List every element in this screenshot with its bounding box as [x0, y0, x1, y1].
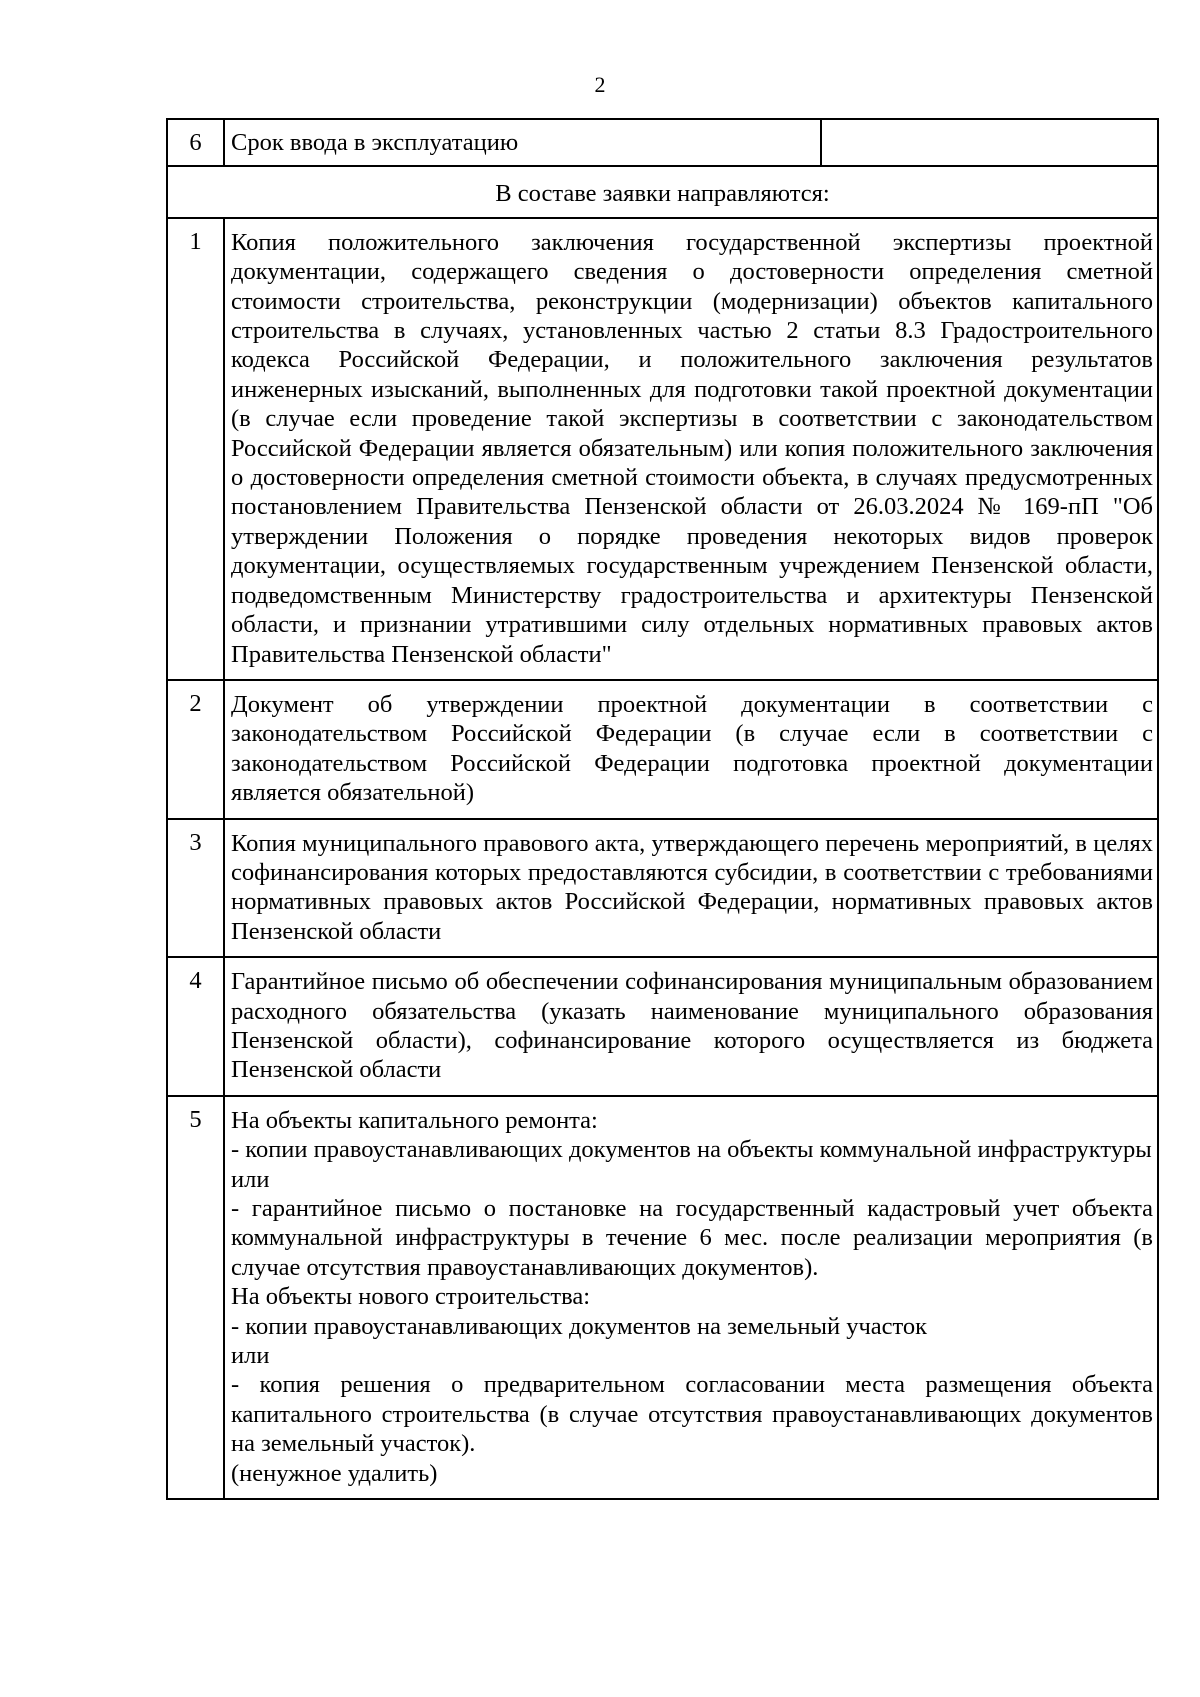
table-row-item-3 [167, 819, 1158, 958]
item-line: (ненужное удалить) [231, 1459, 438, 1487]
item-text: Копия положительного заключения государственной экспертизы проектной документации, содержащего сведения о достоверности определения сметной стоимости строительства, реконструкции (модернизации) объектов капитального строительства в случаях, установленных частью 2 статьи 8.3 Градостроительного кодекса Российской Федерации, и положительного заключения результатов инженерных изысканий, выполненных для подготовки такой проектной документации (в случае если проведение такой экспертизы в соответствии с законодательством Российской Федерации является обязательным) или копия положительного заключения о достоверности определения сметной стоимости объекта, в случаях предусмотренных постановлением Правительства Пензенской области от 26.03.2024 № 169-пП "Об утверждении Положения о порядке проведения некоторых видов проверок документации, осуществляемых государственным учреждением Пензенской области, подведомственным Министерству градостроительства и архитектуры Пензенской области, и признании утратившими силу отдельных нормативных правовых актов Правительства Пензенской области" [224, 218, 1158, 680]
table-row-item-1 [167, 218, 1158, 680]
item-line: или [231, 1342, 270, 1370]
item-line: - копии правоустанавливающих документов на объекты коммунальной инфраструктуры [231, 1136, 1152, 1164]
item-number: 2 [167, 680, 224, 819]
application-documents-table [166, 118, 1159, 1500]
table-row-item-2 [167, 680, 1158, 819]
item-line: На объекты нового строительства: [231, 1283, 591, 1311]
table-row-item-4 [167, 957, 1158, 1096]
item-line: - гарантийное письмо о постановке на государственный кадастровый учет объекта коммунальной инфраструктуры в течение 6 мес. после реализации мероприятия (в случае отсутствия правоустанавливающих документов). [231, 1195, 1153, 1281]
item-line: - копии правоустанавливающих документов на земельный участок [231, 1312, 928, 1340]
section-heading: В составе заявки направляются: [167, 166, 1158, 217]
row-number: 6 [167, 119, 224, 166]
item-text: Гарантийное письмо об обеспечении софинансирования муниципальным образованием расходного обязательства (указать наименование муниципального образования Пензенской области), софинансирование которого осуществляется из бюджета Пензенской области [224, 957, 1158, 1096]
page-number: 2 [594, 72, 606, 97]
item-text: Документ об утверждении проектной документации в соответствии с законодательством Российской Федерации (в случае если в соответствии с законодательством Российской Федерации подготовка проектной документации является обязательной) [224, 680, 1158, 819]
item-line: или [231, 1165, 270, 1193]
item-text: Копия муниципального правового акта, утверждающего перечень мероприятий, в целях софинансирования которых предоставляются субсидии, в соответствии с требованиями нормативных правовых актов Российской Федерации, нормативных правовых актов Пензенской области [224, 819, 1158, 958]
commissioning-date-value [821, 119, 1158, 166]
section-heading-row [167, 166, 1158, 217]
item-number: 1 [167, 218, 224, 680]
table-row-6 [167, 119, 1158, 166]
item-number: 4 [167, 957, 224, 1096]
item-text [224, 1096, 1158, 1499]
item-number: 3 [167, 819, 224, 958]
item-line: На объекты капитального ремонта: [231, 1106, 598, 1134]
commissioning-date-label: Срок ввода в эксплуатацию [224, 119, 821, 166]
table-row-item-5 [167, 1096, 1158, 1499]
item-line: - копия решения о предварительном согласовании места размещения объекта капитального строительства (в случае отсутствия правоустанавливающих документов на земельный участок). [231, 1371, 1153, 1458]
item-number: 5 [167, 1096, 224, 1499]
